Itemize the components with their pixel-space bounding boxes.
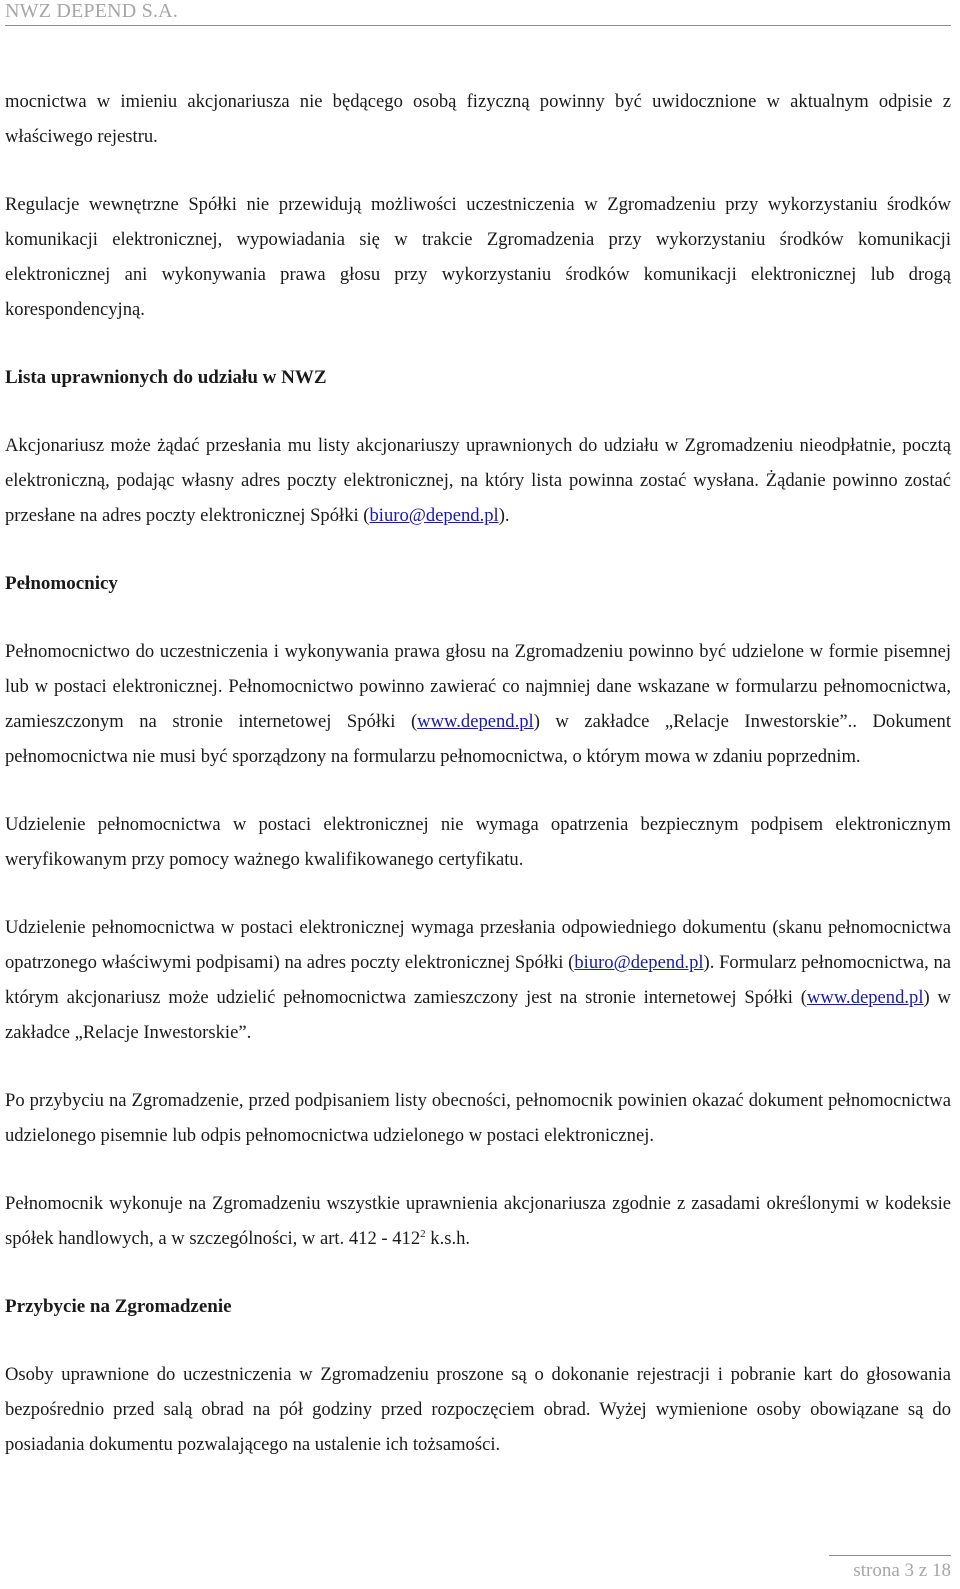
paragraph: Akcjonariusz może żądać przesłania mu listy akcjonariuszy uprawnionych do udziału w Zgromadzeniu nieodpłatnie, pocztą elektroniczną, podając własny adres poczty elektronicznej, na który lista powinna zostać wysłana. Żądanie powinno zostać przesłane na adres poczty elektronicznej Spółki (biuro@depend.pl).: [5, 435, 951, 526]
paragraph: Pełnomocnik wykonuje na Zgromadzeniu wszystkie uprawnienia akcjonariusza zgodnie z zasadami określonymi w kodeksie spółek handlowych, a w szczególności, w art. $412 - 412^2$ k.s.h.: [5, 1193, 951, 1249]
website-link[interactable]: www.depend.pl: [417, 711, 534, 732]
paragraph: mocnictwa w imieniu akcjonariusza nie będącego osobą fizyczną powinny być uwidocznione w aktualnym odpisie z właściwego rejestru.: [5, 91, 951, 147]
header-divider: [5, 25, 951, 26]
page-number: strona 3 z 18: [853, 1560, 951, 1581]
paragraph: Regulacje wewnętrzne Spółki nie przewidują możliwości uczestniczenia w Zgromadzeniu przy wykorzystaniu środków komunikacji elektronicznej, wypowiadania się w trakcie Zgromadzenia przy wykorzystaniu środków komunikacji elektronicznej ani wykonywania prawa głosu przy wykorzystaniu środków komunikacji elektronicznej lub drogą korespondencyjną.: [5, 194, 951, 320]
section-heading: Przybycie na Zgromadzenie: [5, 1296, 232, 1317]
paragraph: Pełnomocnictwo do uczestniczenia i wykonywania prawa głosu na Zgromadzeniu powinno być udzielone w formie pisemnej lub w postaci elektronicznej. Pełnomocnictwo powinno zawierać co najmniej dane wskazane w formularzu pełnomocnictwa, zamieszczonym na stronie internetowej Spółki (www.depend.pl) w zakładce „Relacje Inwestorskie”.. Dokument pełnomocnictwa nie musi być sporządzony na formularzu pełnomocnictwa, o którym mowa w zdaniu poprzednim.: [5, 641, 951, 767]
paragraph: Po przybyciu na Zgromadzenie, przed podpisaniem listy obecności, pełnomocnik powinien okazać dokument pełnomocnictwa udzielonego pisemnie lub odpis pełnomocnictwa udzielonego w postaci elektronicznej.: [5, 1090, 951, 1146]
footer-divider: [829, 1555, 951, 1556]
paragraph: Udzielenie pełnomocnictwa w postaci elektronicznej wymaga przesłania odpowiedniego dokumentu (skanu pełnomocnictwa opatrzonego właściwymi podpisami) na adres poczty elektronicznej Spółki (biuro@depend.pl). Formularz pełnomocnictwa, na którym akcjonariusz może udzielić pełnomocnictwa zamieszczony jest na stronie internetowej Spółki (www.depend.pl) w zakładce „Relacje Inwestorskie”.: [5, 917, 951, 1043]
page-header: NWZ DEPEND S.A.: [5, 0, 178, 22]
paragraph: Osoby uprawnione do uczestniczenia w Zgromadzeniu proszone są o dokonanie rejestracji i pobranie kart do głosowania bezpośrednio przed salą obrad na pół godziny przed rozpoczęciem obrad. Wyżej wymienione osoby obowiązane są do posiadania dokumentu pozwalającego na ustalenie ich tożsamości.: [5, 1364, 951, 1455]
section-heading: Pełnomocnicy: [5, 573, 118, 594]
section-heading: Lista uprawnionych do udziału w NWZ: [5, 367, 327, 388]
website-link[interactable]: www.depend.pl: [806, 987, 924, 1008]
paragraph: Udzielenie pełnomocnictwa w postaci elektronicznej nie wymaga opatrzenia bezpiecznym podpisem elektronicznym weryfikowanym przy pomocy ważnego kwalifikowanego certyfikatu.: [5, 814, 951, 870]
email-link[interactable]: biuro@depend.pl: [369, 505, 499, 526]
document-body: [5, 84, 951, 1495]
superscript: 2: [420, 1227, 426, 1240]
email-link[interactable]: biuro@depend.pl: [574, 952, 704, 973]
